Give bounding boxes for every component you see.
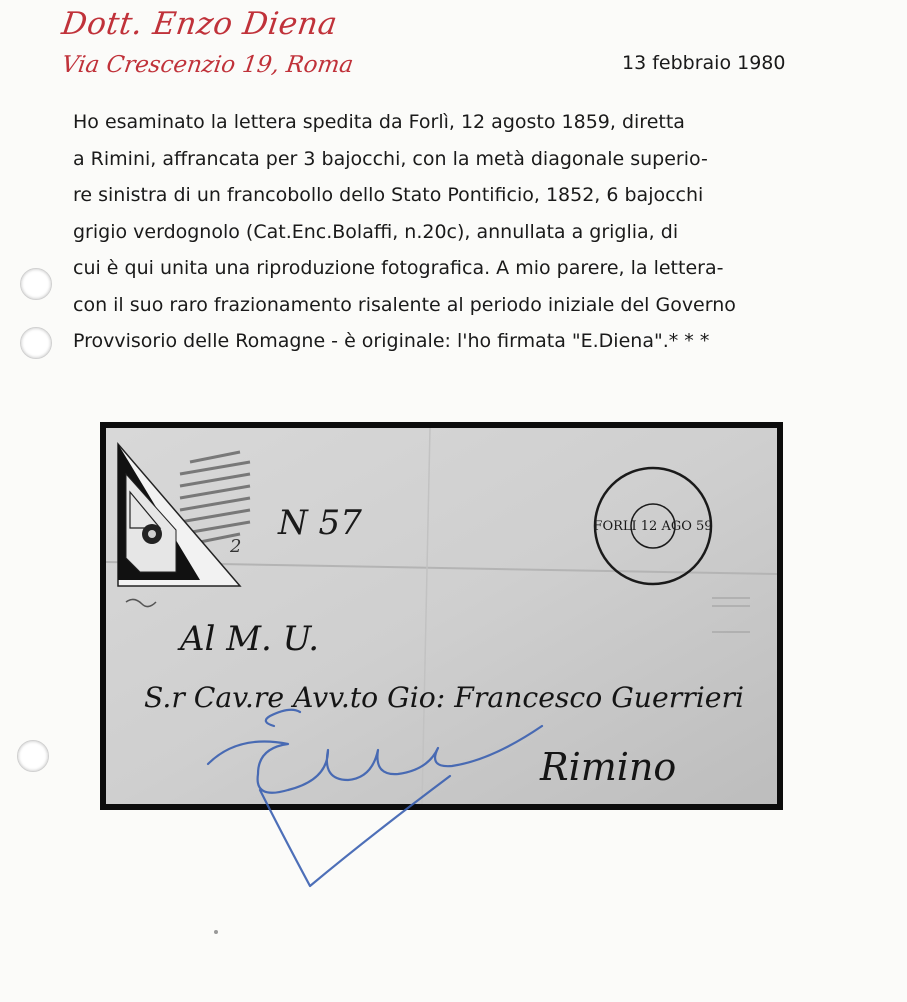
certificate-line: cui è qui unita una riproduzione fotografica. A mio parere, la lettera- [73,257,724,279]
certificate-line: con il suo raro frazionamento risalente al periodo iniziale del Governo [73,293,736,316]
cover-paper [106,428,777,804]
certificate-line: Ho esaminato la lettera spedita da Forlì, 12 agosto 1859, diretta [73,111,685,133]
certificate-line: grigio verdognolo (Cat.Enc.Bolaffi, n.20c), annullata a griglia, di [73,220,679,243]
binder-hole-middle [20,327,52,359]
address-line-2: S.r Cav.re Avv.to Gio: Francesco Guerrieri [144,681,744,714]
letterhead-address: Via Crescenzio 19, Roma [60,52,355,78]
destination-city: Rimino [540,745,677,789]
certificate-line: a Rimini, affrancata per 3 bajocchi, con la metà diagonale superio- [73,147,708,170]
binder-hole-top [20,268,52,300]
svg-text:2: 2 [230,536,242,557]
docket-number: N 57 [278,503,362,543]
certificate-text [73,104,883,360]
binder-hole-bottom [17,740,49,772]
certificate-line: re sinistra di un francobollo dello Stato Pontificio, 1852, 6 bajocchi [73,184,704,206]
certificate-date: 13 febbraio 1980 [622,52,786,74]
cover-photograph [100,422,783,810]
letterhead-name: Dott. Enzo Diena [59,6,340,42]
address-line-1: Al M. U. [180,619,320,659]
speck [214,930,218,934]
cover-photo-graphic [100,422,783,810]
certificate-line: Provvisorio delle Romagne - è originale: l'ho firmata "E.Diena".* * * [73,330,710,352]
postmark-text: FORLI 12 AGO 59 [593,519,713,534]
